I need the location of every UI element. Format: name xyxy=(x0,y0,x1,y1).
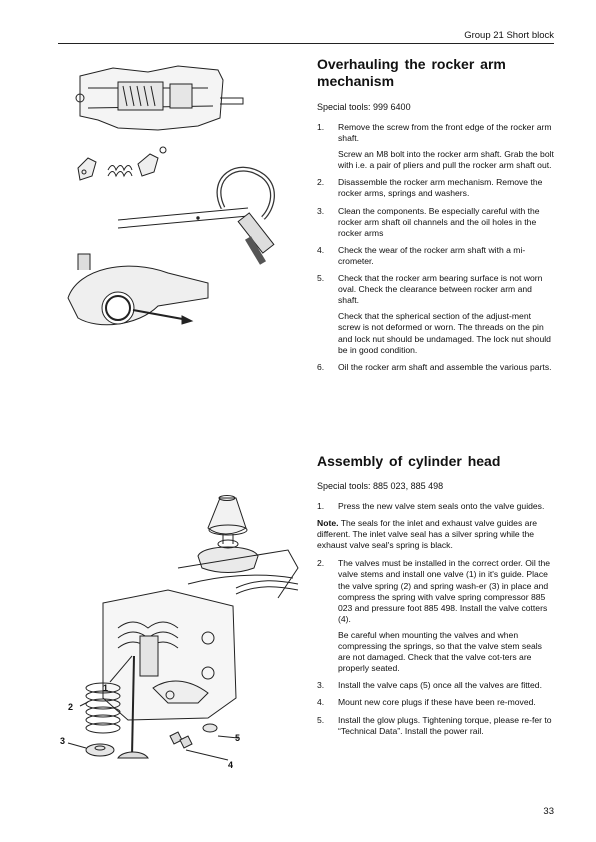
rocker-arm-steps xyxy=(317,122,555,373)
page-header-title: Group 21 Short block xyxy=(464,30,554,41)
section-heading-cylinder-head: Assembly of cylinder head xyxy=(317,453,501,469)
valve-seal-note xyxy=(317,518,555,551)
step-number: 3. xyxy=(317,680,325,691)
rocker-arm-mechanism-illustration xyxy=(58,58,308,338)
step-number: 6. xyxy=(317,361,325,372)
step-text: Remove the screw from the front edge of the rocker arm shaft. xyxy=(338,122,552,144)
page-number: 33 xyxy=(543,806,554,817)
step-item xyxy=(317,697,555,708)
step-number: 2. xyxy=(317,558,325,569)
step-number: 3. xyxy=(317,205,325,216)
figure-callout-5: 5 xyxy=(235,733,241,743)
step-item xyxy=(317,362,555,373)
section-heading-rocker-arm: Overhauling the rocker arm mechanism xyxy=(317,56,506,89)
note-label: Note. xyxy=(317,518,339,529)
figure-callout-4: 4 xyxy=(228,760,234,770)
cylinder-head-assembly-illustration xyxy=(58,488,308,788)
step-item xyxy=(317,715,555,737)
step-text: Check the wear of the rocker arm shaft with a mi-crometer. xyxy=(338,244,526,266)
figure-callout-3: 3 xyxy=(60,736,66,746)
step-item xyxy=(317,206,555,239)
cylinder-head-steps-a xyxy=(317,501,555,512)
step-text: Check that the rocker arm bearing surface is not worn oval. Check the clearance between rocker arm and shaft. xyxy=(338,273,543,306)
step-text: The valves must be installed in the correct order. Oil the valve stems and install one valve (1) in it's guide. Place the valve spring (2) and spring wash-er (3) in place and compress the spring with valve spring compressor 885 023 and pressure foot 885 498. Install the valve cotters (4). xyxy=(338,558,551,624)
special-tools-cylinder-head: Special tools: 885 023, 885 498 xyxy=(317,481,444,491)
figure-callout-1: 1 xyxy=(103,683,109,693)
step-number: 2. xyxy=(317,177,325,188)
step-text: Check that the spherical section of the adjust-ment screw is not deformed or worn. The threads on the pin and lock nut should be undamaged. The lock nut should be in good condition. xyxy=(338,311,551,355)
step-text: Be careful when mounting the valves and when compressing the springs, so that the valve stem seals are not damaged. Check that the valve cot-ters are properly seated. xyxy=(338,629,542,674)
step-item xyxy=(317,680,555,691)
step-number: 4. xyxy=(317,244,325,255)
step-item xyxy=(317,501,555,512)
header-rule xyxy=(58,43,554,44)
step-item xyxy=(317,273,555,356)
step-text: Install the glow plugs. Tightening torque, please re-fer to “Technical Data”. Install the power rail. xyxy=(338,714,552,736)
step-item xyxy=(317,122,555,171)
step-text: Clean the components. Be especially careful with the rocker arm shaft oil channels and the oil holes in the rocker arms xyxy=(338,205,540,238)
special-tools-rocker-arm: Special tools: 999 6400 xyxy=(317,102,411,112)
step-item xyxy=(317,245,555,267)
step-number: 1. xyxy=(317,501,325,511)
step-number: 5. xyxy=(317,714,325,725)
step-text: Press the new valve stem seals onto the valve guides. xyxy=(338,501,545,511)
step-number: 4. xyxy=(317,697,325,708)
step-number: 5. xyxy=(317,273,325,284)
step-number: 1. xyxy=(317,122,325,132)
step-text: Oil the rocker arm shaft and assemble the various parts. xyxy=(338,361,552,372)
note-text: The seals for the inlet and exhaust valve guides are different. The inlet valve seal has a silver spring while the exhaust valve seal's spring is black. xyxy=(317,518,538,551)
step-item xyxy=(317,177,555,199)
figure-callout-2: 2 xyxy=(68,702,74,712)
step-text: Install the valve caps (5) once all the valves are fitted. xyxy=(338,680,542,691)
step-text: Disassemble the rocker arm mechanism. Remove the rocker arms, springs and washers. xyxy=(338,177,543,199)
step-item xyxy=(317,558,555,674)
step-text: Mount new core plugs if these have been re-moved. xyxy=(338,697,536,708)
cylinder-head-steps-b xyxy=(317,558,555,736)
step-text: Screw an M8 bolt into the rocker arm shaft. Grab the bolt with i.e. a pair of pliers and pull the rocker arm shaft out. xyxy=(338,149,554,171)
